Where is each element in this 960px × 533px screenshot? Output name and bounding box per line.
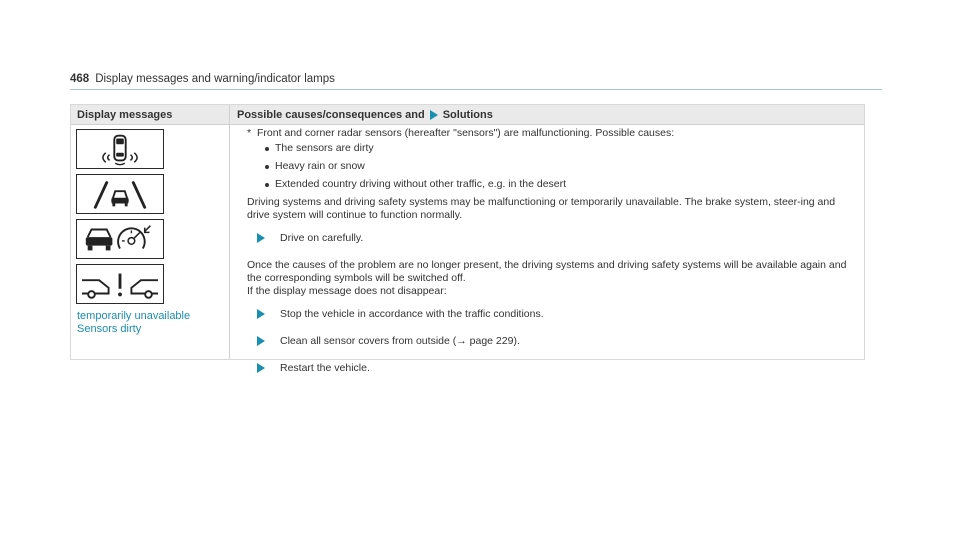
speed-sensor-icon	[76, 219, 164, 259]
status-sensors-dirty: Sensors dirty	[77, 323, 142, 335]
car-sensors-icon	[76, 129, 164, 169]
consequence-text: Driving systems and driving safety systems may be malfunctioning or temporarily unavailable. The brake system, steer-ing and drive system will continue to function normally.	[247, 196, 836, 221]
cause-intro	[247, 127, 858, 140]
speed-sensor-icon-graphic	[77, 220, 163, 258]
page-title: Display messages and warning/indicator lamps	[95, 73, 335, 85]
resolution-text: Once the causes of the problem are no longer present, the driving systems and driving safety systems will be available again and the corresponding symbols will be switched off.	[247, 259, 847, 284]
solution-step-text: Drive on carefully.	[280, 232, 364, 244]
column-header-causes	[237, 109, 493, 121]
table-header	[71, 105, 864, 125]
parking-warning-icon	[76, 264, 164, 304]
lane-keeping-icon	[76, 174, 164, 214]
display-messages-table	[70, 104, 865, 374]
lane-keeping-icon-graphic	[77, 175, 163, 213]
solution-step-text: Clean all sensor covers from outside (→ page 229).	[280, 335, 520, 347]
column-divider	[229, 105, 230, 359]
step-arrow-icon	[257, 309, 265, 319]
header-rule	[70, 89, 882, 90]
car-sensors-icon-graphic	[77, 130, 163, 168]
if-not-text: If the display message does not disappear:	[247, 285, 447, 297]
step-arrow-icon	[257, 233, 265, 243]
causes-list	[247, 142, 858, 191]
cause-intro-text: Front and corner radar sensors (hereafter "sensors") are malfunctioning. Possible causes:	[257, 127, 675, 139]
solution-step-text: Stop the vehicle in accordance with the traffic conditions.	[280, 308, 544, 320]
list-item: The sensors are dirty	[265, 142, 858, 155]
causes-solutions-cell	[247, 127, 858, 389]
status-temporarily-unavailable: temporarily unavailable	[77, 310, 191, 322]
list-item: Heavy rain or snow	[265, 160, 858, 173]
page-header	[70, 73, 882, 85]
footnote-star: *	[247, 127, 252, 139]
list-item: Extended country driving without other traffic, e.g. in the desert	[265, 178, 858, 191]
solution-step-text: Restart the vehicle.	[280, 362, 370, 374]
parking-warning-icon-graphic	[77, 265, 163, 303]
solution-arrow-icon	[430, 110, 438, 120]
solution-step	[247, 232, 858, 245]
solution-step	[247, 362, 858, 375]
solution-step	[247, 308, 858, 321]
column-header-display-messages: Display messages	[77, 109, 173, 121]
step-arrow-icon	[257, 363, 265, 373]
solution-step	[247, 335, 858, 348]
step-arrow-icon	[257, 336, 265, 346]
page-number: 468	[70, 73, 90, 85]
column-header-solutions-label: Solutions	[442, 109, 493, 121]
column-header-causes-label: Possible causes/consequences and	[237, 109, 425, 121]
